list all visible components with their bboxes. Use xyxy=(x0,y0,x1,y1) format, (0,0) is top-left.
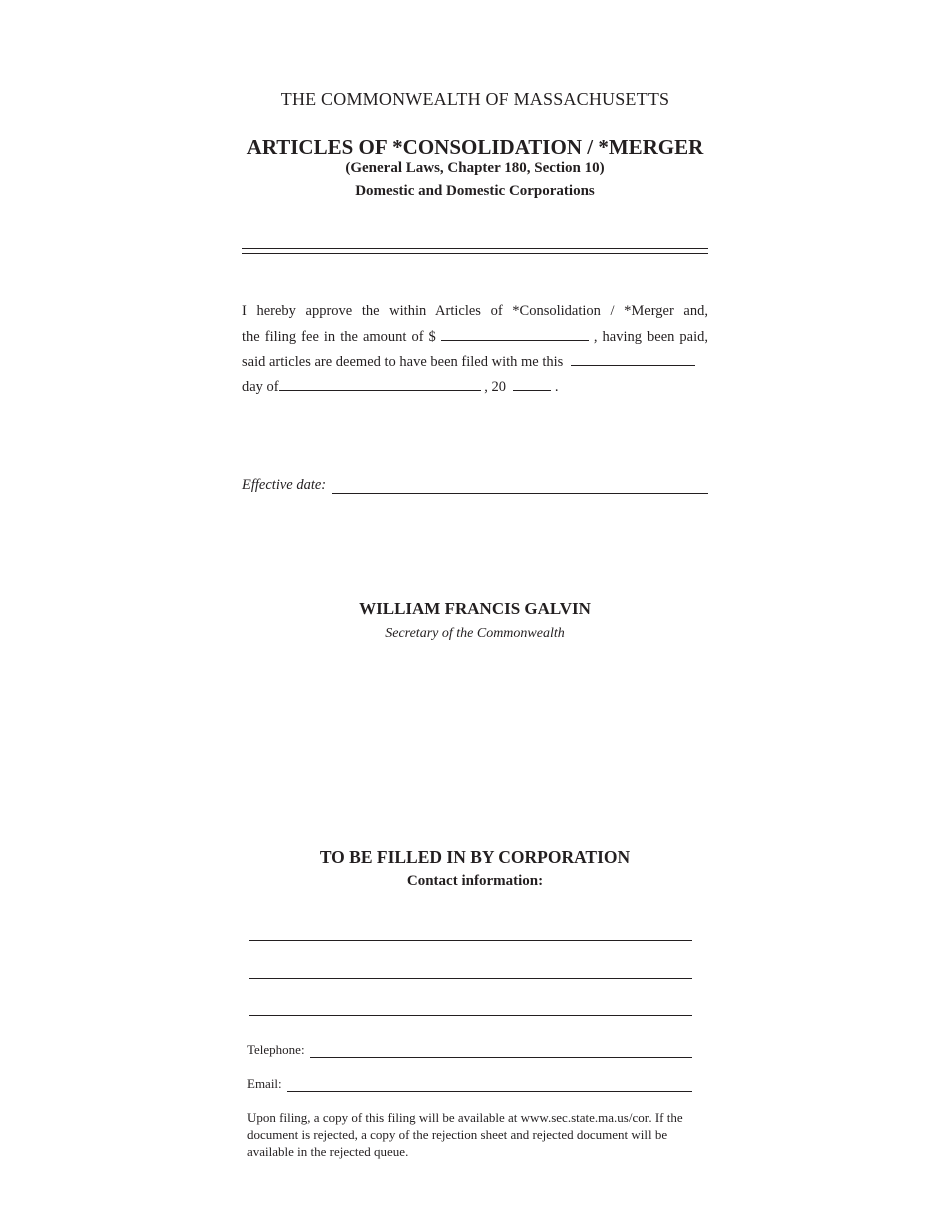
email-blank[interactable] xyxy=(287,1079,692,1092)
effective-date-blank[interactable] xyxy=(332,479,708,494)
contact-info-heading: Contact information: xyxy=(406,873,544,889)
secretary-title: Secretary of the Commonwealth xyxy=(385,626,565,641)
filed-text: said articles are deemed to have been filed with me this xyxy=(242,354,564,370)
filed-day-blank[interactable] xyxy=(571,353,695,366)
contact-line-3[interactable] xyxy=(249,1015,692,1016)
period: . xyxy=(554,379,559,395)
filing-footnote: Upon filing, a copy of this filing will be available at www.sec.state.ma.us/cor. If the document is rejected, a copy of the rejection sheet and rejected document will be available in the rejected queue. xyxy=(247,1110,683,1159)
corporation-heading: TO BE FILLED IN BY CORPORATION xyxy=(319,847,631,867)
document-title: ARTICLES OF *CONSOLIDATION / *MERGER xyxy=(246,135,704,159)
approval-line-2 xyxy=(242,328,708,346)
contact-line-2[interactable] xyxy=(249,978,692,979)
telephone-blank[interactable] xyxy=(310,1045,692,1058)
day-of-label: day of xyxy=(242,379,279,395)
year-prefix: , 20 xyxy=(484,379,507,395)
approval-line-3 xyxy=(242,353,708,371)
commonwealth-heading: THE COMMONWEALTH OF MASSACHUSETTS xyxy=(280,89,670,109)
fee-label: the filing fee in the amount of $ xyxy=(242,329,436,345)
month-blank[interactable] xyxy=(279,378,481,391)
law-citation: (General Laws, Chapter 180, Section 10) xyxy=(345,160,605,176)
contact-line-1[interactable] xyxy=(249,940,692,941)
telephone-label: Telephone: xyxy=(247,1042,305,1057)
year-blank[interactable] xyxy=(513,378,551,391)
approval-line-4 xyxy=(242,378,708,396)
corporation-type: Domestic and Domestic Corporations xyxy=(355,183,595,199)
fee-paid-text: , having been paid, xyxy=(593,329,708,345)
email-label: Email: xyxy=(247,1076,282,1091)
approval-line-1: I hereby approve the within Articles of *Consolidation / *Merger and, xyxy=(242,303,708,319)
secretary-name: WILLIAM FRANCIS GALVIN xyxy=(359,599,591,618)
fee-amount-blank[interactable] xyxy=(441,328,589,341)
effective-date-row xyxy=(242,477,708,494)
divider-top xyxy=(242,248,708,249)
effective-date-label: Effective date: xyxy=(242,477,327,493)
email-row xyxy=(247,1076,692,1092)
telephone-row xyxy=(247,1042,692,1058)
divider-bottom xyxy=(242,253,708,254)
